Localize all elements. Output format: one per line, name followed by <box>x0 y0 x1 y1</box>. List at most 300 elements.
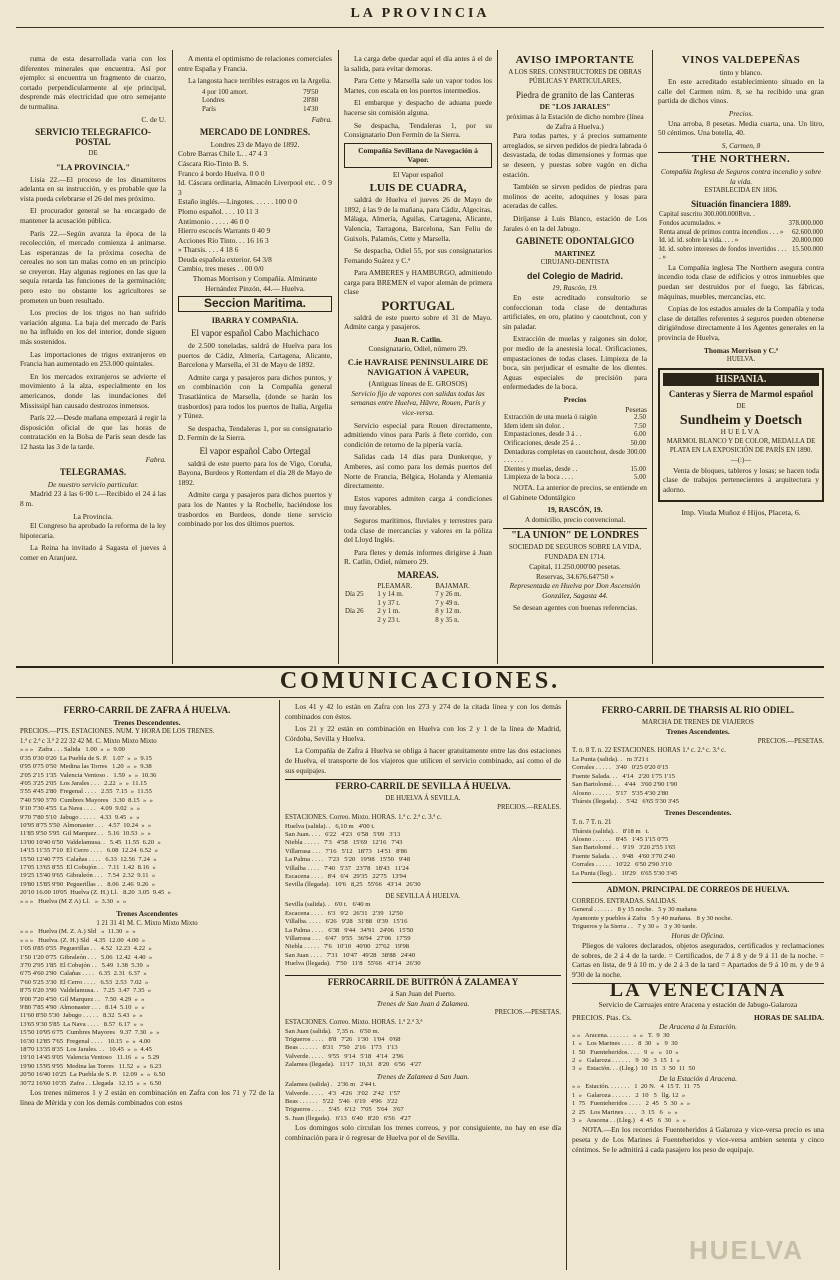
section-heading: "LA UNION" DE LONDRES <box>503 528 647 541</box>
section-subheading: SOCIEDAD DE SEGUROS SOBRE LA VIDA, FUNDADA EN 1714. <box>508 543 642 561</box>
table-row: 19'80 15'85 9'90 Peguerillas . . 8.06 2.46 9.26 » <box>20 880 156 888</box>
table-row: Villalba. . . . . 6'26 9'28 31'88 0'39 15'16 <box>285 918 408 926</box>
article-text: París 22.—Desde mañana empezará á regir la disposición oficial de que las horas de contratación en la Bolsa de París sean desde las 12 hasta las 3 de la tarde. <box>20 413 166 451</box>
table-row: Beas . . . . . . 5'22 5'46 6'19 4'96 3'22 <box>285 1098 398 1106</box>
table-row: 1 75 Fuenteheridos . . . . 2 45 5 30 » » <box>572 1100 691 1108</box>
table-row: 8'75 6'20 3'90 Valdelamusa. . 7.25 3.47 7.35 » <box>20 987 152 995</box>
table-row: Renta anual de primos contra incendios . . . » 62.600.000 <box>659 228 823 236</box>
table-row: » » Estación. . . . . . . 1 20 N. 4 15 T. 11 75 <box>572 1083 700 1091</box>
railway-subheading: Trenes Ascendentes. <box>666 727 730 737</box>
table-row: Valverde. . . . . 4'3 4'26 3'02 2'42 1'57 <box>285 1089 401 1097</box>
section-subheading: Situación financiera 1889. <box>691 198 791 209</box>
table-row: Idem idem sin dolor. . 7.50 <box>504 422 646 430</box>
carriage-header <box>572 1013 824 1023</box>
ad-heading: HISPANIA. <box>663 373 819 387</box>
table-row: 3 » Estación. . . (Lleg.) 10 15 3 50 11 50 <box>572 1065 696 1073</box>
table-row: 11'85 9'50 5'95 Gil Marquez . . 5.16 10.53 » » <box>20 830 151 838</box>
table-row: Corrales . . . . . 3'40 0'25 0'20 0'15 <box>572 764 669 772</box>
table-row: Huelva (llegada). 7'50 11'8 55'66 43'14 26'30 <box>285 960 421 968</box>
article-text: Para todas partes, y á precios sumamente arreglados, se sirven pedidos de piedra labrada ó desvastada, de todas dimensiones y formas que se deseen, y puestas sobre vagón en dicha estación. <box>503 131 647 179</box>
table-header: 1.ª c 2.ª c 3.ª 2 22 32 42 M. C. Mixto Mixto Mixto <box>20 737 157 745</box>
table-row: 10'95 8'75 5'50 Almonaster . . . 4.57 10.24 » » <box>20 822 152 830</box>
table-row: Huelva (salida). . 6,10 m 4'00 t. <box>285 822 375 830</box>
table-header: 1 21 31 41 M. C. Mixto Mixto Mixto <box>96 919 198 927</box>
table-header: CORREOS. ENTRADAS. SALIDAS. <box>572 897 677 905</box>
table-row: Fuente Salada. . . 9'48 4'60 3'70 2'40 <box>572 852 675 860</box>
table-row: 2 » Galaroza . . . . . . 9 30 3 15 1 » <box>572 1057 680 1064</box>
article-text: El Congreso ha aprobado la reforma de la ley hipotecaria. <box>20 521 166 540</box>
table-row: San Juan (salida). 7,35 n. 6'50 m. <box>285 1027 380 1035</box>
section-subheading: IBARRA Y COMPAÑIA. <box>211 315 299 325</box>
table-row: La Punta (lleg). . 10'29 6'65 5'30 3'45 <box>572 869 678 877</box>
prices-heading: Precios <box>563 395 587 404</box>
table-row: S. Juan (llegada). 6'13 6'40 8'20 6'56 4'27 <box>285 1114 411 1122</box>
table-row: Valverde. . . . . 9'55 9'14 5'18 4'14 2'96 <box>285 1052 404 1060</box>
article-text: Servicio fijo de vapores con salidas todas las semanas entre Huelva, Hâvre, Rouen, París y vice-versa. <box>350 388 486 417</box>
timetable-to-sevilla <box>285 823 561 890</box>
masthead: LA PROVINCIA <box>350 6 490 21</box>
ship-heading: LUIS DE CUADRA, <box>369 181 467 194</box>
article-text: Los 21 y 22 están en combinación en Huelva con los 2 y 1 de la línea de Madrid, Córdoba, Sevilla y Huelva. <box>285 724 561 743</box>
table-row: » » » Huelva. (Z. H.) Sld 4.35 12.00 4.00 » <box>20 936 146 944</box>
table-row: Thársis (salida). . 8'18 m t. <box>572 827 650 835</box>
section-heading: C.ie HAVRAISE PENINSULAIRE DE NAVIGATION Á VAPEUR, <box>347 357 489 377</box>
section-subheading: De nuestro servicio particular. <box>47 479 139 489</box>
column-2 <box>178 54 332 664</box>
table-row: Empastaciones, desde 3 á . . 6.00 <box>504 431 646 439</box>
list-item: Plomo español. . . . 10 11 3 <box>178 206 259 216</box>
finance-table <box>658 211 824 263</box>
section-rule <box>16 697 824 698</box>
table-row: Thársis (llegada). . 5'42 6'65 5'30 3'45 <box>572 798 679 805</box>
table-header: T. n. 8 T. n. 22 ESTACIONES. HORAS 1.ª c. 2.ª c. 3.ª c. <box>572 747 726 755</box>
table-row: Trigueros . . . . 5'45 6'12 7'05 5'64 3'67 <box>285 1106 404 1114</box>
section-heading: AVISO IMPORTANTE <box>515 54 635 66</box>
table-row: Corrales . . . . . 10'22 6'50 2'90 3'10 <box>572 861 672 869</box>
article-text: saldrá de este puerto para los de Vigo, Coruña, Bayona, Burdeos y Rotterdam el día 28 de Mayo de 1892. <box>178 458 332 487</box>
section-subheading: DE "LOS JARALES" <box>539 102 611 112</box>
table-row: Día 26 2 y 1 m. 8 y 12 m. <box>345 608 462 616</box>
table-header: PRECIOS.—PTS. ESTACIONES. NUM. Y HORA DE LOS TRENES. <box>20 728 215 736</box>
table-row: Alosno . . . . . . 8'45 1'45 1'15 0'75 <box>572 836 669 843</box>
table-row: Dientes y muelas, desde . . 15.00 <box>504 465 646 473</box>
list-item: Antimonio . . . . . 46 0 0 <box>178 216 249 226</box>
article-text: A menta el optimismo de relaciones comerciales entre España y Francia. <box>178 54 332 73</box>
section-subheading: tinto y blanco. <box>719 67 763 77</box>
ad-subheading: Canteras y Sierra de Marmol español <box>668 389 814 400</box>
hours-label: HORAS DE SALIDA. <box>753 1012 824 1022</box>
section-heading: LA VENECIANA <box>572 983 824 996</box>
ship-heading: El vapor español Cabo Machichaco <box>191 328 319 339</box>
table-row: 9'10 7'30 4'55 La Nava . . . . 4.09 9.02 » » <box>20 805 141 813</box>
article-text: Los precios de los trigos no han sufrido variación alguna. La baja del mercado de París no ha influido en los del interior, donde siguen más sostenidos. <box>20 308 166 347</box>
article-text: NOTA. La anterior de precios, se entiende en el Gabinete Odontálgico <box>503 482 647 502</box>
column-rule <box>338 50 339 664</box>
railway-subheading: MARCHA DE TRENES DE VIAJEROS <box>642 718 754 726</box>
table-row: Londres 28'80 <box>202 97 319 105</box>
section-subheading: A LOS SRES. CONSTRUCTORES DE OBRAS PÚBLICAS Y PARTICULARES, <box>508 68 642 86</box>
table-row: 20'50 16'40 10'25 La Puebla de S. P. 12.09 » » 6.50 <box>20 1071 166 1079</box>
section-heading: Seccion Maritima. <box>178 296 332 312</box>
address: S, Carmen, 8 <box>721 140 761 150</box>
table-row: » » » Huelva (M Z A) Ll. » 3.30 » » <box>20 897 127 905</box>
article-text: ruma de esta desarrollada varia con los diferentes minerales que encuentra. Así por ejemplo: si encuentra un fragmento de cuarzo, cortado perpendicularmente al eje principal, desprende más electricidad que otro semejante de turmalina. <box>20 54 166 111</box>
section-subheading: Compañía Inglesa de Seguros contra incendio y sobre la vida. <box>660 166 822 186</box>
ad-location: HUELVA <box>720 427 762 437</box>
carriage-schedule-back <box>572 1083 824 1125</box>
list-item: Cobre Barras Chile L. . 47 4 3 <box>178 149 268 159</box>
signature: Juan R. Catlin. <box>393 334 443 344</box>
ship-heading: El vapor español Cabo Ortegal <box>199 445 311 456</box>
table-row: 4'05 3'25 2'05 Los Jarales . . . 2.22 » » 11.15 <box>20 780 147 787</box>
table-row: Orificaciones, desde 25 á . . 50.00 <box>504 439 646 447</box>
address: A domicilio, precio convencional. <box>524 514 626 524</box>
section-heading: Compañía Sevillana de Navegación á Vapor. <box>344 143 492 168</box>
signature: Thomas Morrison y C.ª <box>703 345 779 355</box>
table-row: Fuente Salada. . . 4'14 2'20 1'75 1'15 <box>572 772 675 780</box>
article-text: Para fletes y demás informes dirigirse á Juan R. Catlin, Odiel, número 29. <box>344 547 492 567</box>
table-row: 2'05 2'15 1'35 Valencia Ventoso . 1.59 » » 10.36 <box>20 771 157 779</box>
table-header: ESTACIONES. Correo. Mixto. HORAS. 1.ª c. 2.ª c. 3.ª c. <box>285 813 442 821</box>
timetable-to-huelva <box>285 901 561 968</box>
ad-text: MARMOL BLANCO Y DE COLOR, MEDALLA DE PLATA EN LA EXPOSICIÓN DE PARÍS EN 1890. <box>666 437 816 455</box>
railway-heading: FERROCARRIL DE BUITRÓN Á ZALAMEA Y <box>285 975 561 988</box>
article-text: Las importaciones de trigos extranjeros en Francia han aumentado en 253.000 quintales. <box>20 349 166 369</box>
table-row: 5'55 4'45 2'80 Fregenal . . . . 2.55 7.15 » 11.55 <box>20 788 152 796</box>
table-row: 2 y 23 t. 8 y 35 n. <box>377 616 460 624</box>
table-row: 19'25 15'40 9'65 Gibraleón . . . 7.54 2.32 9.11 » <box>20 872 156 880</box>
table-row: PLEAMAR. BAJAMAR. <box>377 582 470 590</box>
table-row: Zalamea (llegada). 11'17 10,31 8'20 6'56 4'27 <box>285 1061 422 1069</box>
table-row: 14'15 11'35 7'10 El Cerro . . . . 6.08 12.24 6.52 » <box>20 847 158 855</box>
article-text: Admite carga y pasajeros para dichos puntos, y en combinación con la Compañía general Trasatlántica de Marsella, (donde se harán los trasbordos) para todos los puertos de Italia, Argelia y Túnez. <box>178 372 332 421</box>
table-row: 2 25 Los Marines . . . . 3 15 6 » » <box>572 1108 678 1116</box>
list-item: Acciones Río Tinto. . . 16 16 3 <box>178 235 269 245</box>
table-row: 7'40 5'90 3'70 Cumbres Mayores 3.30 8.15 » » <box>20 796 153 804</box>
route-heading: De Aracena á la Estación. <box>658 1022 738 1032</box>
timetable-to-san-juan <box>285 1081 561 1123</box>
tharsis-railway <box>572 702 824 1272</box>
table-row: 15'50 10'95 6'75 Cumbres Mayores 9.37 7.30 » » <box>20 1029 160 1037</box>
article-text: En este acreditado establecimiento situado en la calle del Carmen núm. 8, se ha recibido una gran partida de dichos vinos. <box>658 77 824 106</box>
article-text: La Compañía de Zafra á Huelva se obliga á hacer gratuitamente entre las dos estaciones de Huelva, el transporte de los viajeros que utilicen el servicio combinado, así como el de sus equipajes. <box>285 746 561 775</box>
ad-divider: —(:)— <box>730 456 751 464</box>
table-row: Dentaduras completas en caoutchout, desde . . . . . . 300.00 <box>504 448 646 465</box>
timetable-up <box>20 928 274 1088</box>
table-row: 1 y 37 t. 7 y 49 n. <box>377 599 460 607</box>
article-text: Se despacha, Odiel 55, por sus consignatarios Fernando Suárez y C.ª <box>344 246 492 265</box>
table-row: Limpieza de la boca . . . . 5.00 <box>504 474 646 482</box>
article-text: Copias de los estados anuales de la Compañía y toda clase de detalles referentes á seguros pueden obtenerse dirigiéndose directamente á los Agentes generales en la provincia de Huelva, <box>658 304 824 343</box>
table-row: 13'00 10'40 6'50 Valdelamusa. . 5.45 11.55 6.20 » <box>20 838 161 846</box>
sevilla-railway <box>285 702 561 1272</box>
table-row: Beas . . . . . . 8'31 7'50 2'16 1'73 1'13 <box>285 1044 398 1052</box>
list-item: Hierro escocés Warrants 0 40 9 <box>178 226 271 236</box>
article-text: Lisia 22.—El proceso de los dinamiteros adelanta en su instrucción, y es probable que la vista pueda celebrarse el 26 del mes próximo. <box>20 174 166 203</box>
article-text: Se despacha, Tendaleras 1, por su Consignatario Don Fermín de la Sierra. <box>344 120 492 140</box>
article-text: Los 41 y 42 lo están en Zafra con los 273 y 274 de la citada línea y con los demás combinados con éstos. <box>285 702 561 721</box>
table-row: 1 » Los Marines . . . . 8 30 » 9 30 <box>572 1040 678 1048</box>
table-row: Escacena . . . . 8'4 6'4 29'35 22'75 13'94 <box>285 872 407 880</box>
table-row: San Juan. . . . 6'22 4'23 6'58 5'09 3'13 <box>285 830 401 838</box>
table-row: Día 25 1 y 14 m. 7 y 26 m. <box>345 591 462 599</box>
zafra-railway <box>20 702 274 1272</box>
section-heading: TELEGRAMAS. <box>59 467 127 478</box>
hispania-ad <box>658 368 824 503</box>
table-row: 3'70 2'95 1'85 El Cobujón . . 5.49 1.38 5.39 » <box>20 961 150 969</box>
article-text: Extracción de muelas y raigones sin dolor, por medio de la anestesia local. Orificaciones, empastaciones de todas clases. Limpieza de la boca, sin perjudicar el esmalte de los dientes. Aguas especiales de precisión para enfermedades de la boca. <box>503 334 647 392</box>
railway-subheading: DE SEVILLA Á HUELVA. <box>385 892 461 900</box>
article-text: El embarque y despacho de aduana puede hacerse sin comisión alguna. <box>344 98 492 117</box>
section-subheading: próximas á la Estación de dicho nombre (línea de Zafra á Huelva.) <box>506 111 644 131</box>
railway-heading: FERRO-CARRIL DE THARSIS AL RIO ODIEL. <box>601 705 795 715</box>
ship-label: El Vapor español <box>392 169 444 179</box>
table-header: T. n. 7 T. n. 21 <box>572 819 612 826</box>
table-row: Niebla . . . . . 7'6 10'10 40'00 27'62 19'98 <box>285 943 410 951</box>
railway-subheading: Trenes Ascendentes <box>116 909 178 919</box>
section-subheading: Horas de Oficina. <box>671 931 725 941</box>
ad-text: Venta de bloques, tableros y losas; se hacen toda clase de trabajos pertenecientes á arquitectura y adorno. <box>663 465 819 494</box>
article-text: También se sirven pedidos de piedras para molinos de aceite, adoquines y losas para aceradas de calles. <box>503 182 647 211</box>
article-text: Diríjanse á Luis Blanco, estación de Los Jarales ó en la del Jabugo. <box>503 213 647 233</box>
section-subheading: DE <box>88 150 98 158</box>
article-text: París 22.—Según avanza la época de la recolección, el mercado comienza á animarse. Las esperanzas de la próxima cosecha de cereales no son tan malas como en un principio se creyeron. Hay algunas regiones en las que la sequía retarda las funciones de la germinación; pero esto no obstante los agricultores se prometen un buen resultado. <box>20 228 166 305</box>
article-text: Servicio especial para Rouen directamente, admitiendo vinos para París á flete corrido, con condición de retorno de la pipería vacía. <box>344 420 492 449</box>
capital-line: Capital, 11.250.000'00 pesetas. <box>529 562 621 572</box>
table-row: 30'72 16'60 10'35 Zafra . . Llegada 12.15 » » 6.50 <box>20 1079 162 1087</box>
table-row: 19'10 14'45 9'05 Valencia Ventoso 11.16 » » 5.29 <box>20 1054 160 1062</box>
list-item: » Tharsis. . . . 4 18 6 <box>178 245 239 255</box>
column-rule <box>172 50 173 664</box>
timetable-to-zalamea <box>285 1028 561 1070</box>
railway-subheading: Trenes de San Juan á Zalamea. <box>376 998 470 1008</box>
table-row: 20'10 16.00 10'05 Huelva (Z. H.) Ll. 8.20 3.05 9.45 » <box>20 889 171 897</box>
table-row: San Juan . . . . 7'31 10'47 49'28 38'88 24'40 <box>285 951 416 959</box>
section-heading: THE NORTHERN. <box>658 152 824 165</box>
table-row: 1 50 Fuenteheridos. . . . 9 » » 10 » <box>572 1048 679 1056</box>
prices-label: PRECIOS. Ptas. Cs. <box>572 1012 632 1022</box>
article-text: La Reina ha invitado á Sagasta el jueves á comer en Aranjuez. <box>20 543 166 562</box>
ship-heading: PORTUGAL <box>381 298 455 314</box>
section-heading: ADMON. PRINCIPAL DE CORREOS DE HUELVA. <box>572 882 824 895</box>
carriage-schedule-out <box>572 1032 824 1074</box>
signature: Thomas Morrison y Compañía. Almirante Hernández Pinzón, 44.— Huelva. <box>192 274 318 293</box>
table-row: Ayamonte y pueblos á Zafra 5 y 40 mañana. 8 y 30 noche. <box>572 914 733 922</box>
table-row: Alosno . . . . . . 5'17 5'35 4'30 2'80 <box>572 789 669 797</box>
table-row: 7'60 5'25 3'30 El Cerro . . . . 6.53 2.53 7.02 » <box>20 978 149 986</box>
footnote: Los domingos solo circulan los trenes correos, y por consiguiente, no hay en ese día combinación para ir ó regresar de Huelva por el de Sevilla. <box>285 1123 561 1142</box>
table-row: Trigueros y la Sierra . . 7 y 30 » 3 y 30 tarde. <box>572 923 698 931</box>
column-rule <box>279 700 280 1270</box>
table-row: Id. id. id. sobre la vida. . . . » 20.800.000 <box>659 237 823 245</box>
ad-subheading: DE <box>736 403 746 410</box>
column-3 <box>344 54 492 664</box>
footnote: NOTA.—En los recorridos Fuenteheridos á Galaroza y vice-versa precio es una peseta y de Los Marines á Fuenteheridos y vice-versa ambien setenta y cinco céntimos. Se le admitirá á cada pasajero los peso de equipaje. <box>572 1125 824 1154</box>
list-item: Id. Cáscara ordinaria, Almacén Liverpool etc. . 0 9 3 <box>178 178 332 197</box>
section-subheading: La Provincia. <box>73 511 113 521</box>
table-row: Capital suscrito 300.000.000Rvn. . <box>659 211 755 219</box>
table-row: Trigueros . . . . 8'8 7'26 1'30 1'04 0'68 <box>285 1036 401 1043</box>
table-row: » » » Zafra . . . Salida 1.00 » » 9.00 <box>20 746 125 754</box>
table-row: 15'50 12'40 7'75 Calañas . . . . 6.33 12.56 7.24 » <box>20 855 157 863</box>
article-text: Para AMBERES y HAMBURGO, admitiendo carga para BREMEN el vapor alemán de primera clase <box>344 268 492 297</box>
table-row: La Palma . . . . 7'23 5'20 19'98 15'50 9'48 <box>285 856 410 864</box>
article-text: Estos vapores admiten carga á condiciones muy favorables. <box>344 493 492 513</box>
table-row: 1'50 1'20 0'75 Gibraleón . . . 5.06 12.42 4.40 » <box>20 953 153 961</box>
column-rule <box>652 50 653 664</box>
list-item: Cáscara Río-Tinto B. S. <box>178 158 249 168</box>
ad-company: Sundheim y Doetsch <box>679 412 803 428</box>
table-row: París 14'30 <box>202 105 319 113</box>
table-row: Niebla . . . . . 7'3 4'58 15'69 12'16 7'43 <box>285 839 403 847</box>
table-row: Escacena . . . . 6'3 9'2 26'31 2'39 12'50 <box>285 909 403 917</box>
railway-heading: FERRO-CARRIL DE SEVILLA Á HUELVA. <box>285 779 561 792</box>
table-row: Sevilla (llegada). 10'6 8,25 55'66 43'14 26'30 <box>285 881 421 889</box>
table-row: 1 » Galaroza . . . . . . 2 10 5 llg. 12 » <box>572 1091 686 1099</box>
article-text: Una arroba, 8 pesetas. Media cuarta, una. Un litro, 50 céntimos. Una botella, 40. <box>658 118 824 138</box>
address: 19, Rascón, 19. <box>552 283 598 293</box>
table-row: Villalba . . . . 7'40 5'37 23'78 18'43 11'24 <box>285 864 409 872</box>
prices-unit: Pesetas <box>625 404 647 414</box>
table-row: 9'70 7'80 5'10 Jabugo . . . . . 4.33 9.45 » » <box>20 813 140 821</box>
railway-subheading: Trenes Descendentes. <box>664 808 732 818</box>
table-row: 6'75 4'60 2'90 Calañas . . . . 6.35 2.31 6.37 » <box>20 970 147 978</box>
railway-subheading: PRECIOS.—REALES. <box>497 804 561 812</box>
timetable-down <box>572 828 824 878</box>
table-row: Fondos acumulados. » 378.000.000 <box>659 219 823 227</box>
column-rule <box>566 700 567 1270</box>
column-1 <box>20 54 166 664</box>
table-row: 1'05 0'85 0'55 Peguerillas . . 4.52 12.23 4.22 » <box>20 945 152 953</box>
article-text: saldrá de este puerto sobre el 31 de Mayo. Admite carga y pasajeros. <box>344 312 492 332</box>
list-item: Estaño inglés.—Lingotes. . . . . . 100 0 0 <box>178 197 298 207</box>
section-subheading: Piedra de granito de las Canteras <box>515 89 635 100</box>
article-text: En este acreditado consultorio se confeccionan toda clase de dentaduras artificiales, en oro, platino y caoutchout, con y sin paladar. <box>503 293 647 331</box>
article-text: La carga debe quedar aquí el día antes á el de la salida, para evitar demoras. <box>344 54 492 73</box>
article-text: La Compañía inglesa The Northern asegura contra incendio toda clase de edificios y otros inmuebles que puedan ser destruidos por el fuego, las fábricas, máquinas, muebles, mercancías, etc. <box>658 262 824 301</box>
address: Consignatario, Odiel, número 29. <box>368 344 468 354</box>
timetable-up <box>572 756 824 806</box>
section-heading: SERVICIO TELEGRAFICO-POSTAL <box>35 127 151 147</box>
railway-heading: FERRO-CARRIL DE ZAFRA Á HUELVA. <box>63 705 231 715</box>
table-row: 9'00 7'20 4'50 Gil Marquez . . 7.50 4.29 » » <box>20 995 145 1003</box>
article-text: Representada en Huelva por Don Ascensión González, Sagasta 44. <box>509 581 641 600</box>
list-item: Deuda española exterior. 64 3/8 <box>178 254 272 264</box>
address: 19, RASCÓN, 19. <box>547 505 603 515</box>
table-row: 13'65 9'30 5'85 La Nava . . . . 8.57 6.17 » » <box>20 1020 144 1028</box>
table-row: Sevilla (salida). . 6'0 t. 6'40 m <box>285 901 371 909</box>
table-row: Id. id. sobre intereses de fondos invertidos . . . . » 15.500.000 <box>659 245 823 262</box>
table-row: Villarrasa . . . 7'16 5'12 18'73 14'51 8'86 <box>285 847 408 855</box>
capital-line: Reservas, 34.676.647'50 » <box>536 571 614 581</box>
signature: HUELVA. <box>726 356 756 364</box>
article-text: Para Cette y Marsella sale un vapor todos los Martes, con escala en los puertos intermedios. <box>344 76 492 95</box>
table-row: San Bartolomé. . . 4'44 3'60 2'90 1'90 <box>572 781 678 789</box>
communications-banner: COMUNICACIONES. <box>279 668 561 694</box>
article-text: Servicio de Carruajes entre Aracena y estación de Jabugo-Galaroza <box>598 1000 798 1009</box>
table-row: » » » Huelva (M. Z. A.) Sld » 11.30 » » <box>20 928 136 936</box>
railway-subheading: PRECIOS.—PESETAS. <box>757 737 824 745</box>
section-subheading: CIRUJANO-DENTISTA <box>540 259 610 267</box>
tides-table <box>344 583 492 626</box>
table-row: Extracción de una muela ó raigón 2.50 <box>504 414 646 422</box>
mail-schedule <box>572 906 824 931</box>
column-rule <box>497 50 498 664</box>
article-text: Salidas cada 14 días para Dunkerque, y Amberes, así como para los demás puertos del Norte de Francia, Bélgica, Holanda y Alemania directamente. <box>344 452 492 491</box>
archive-watermark: HUELVA <box>688 1235 804 1265</box>
footnote: Los trenes números 1 y 2 están en combinación en Zafra con los 71 y 72 de la línea de Mérida y con los demás combinados con estos <box>20 1088 274 1107</box>
signature: Fabra. <box>311 114 332 124</box>
table-row: General . . . . . . 8 y 15 noche. 5 y 30 mañana <box>572 906 697 914</box>
table-row: 0'35 0'30 0'20 La Puebla de S. P. 1.07 » » 9.15 <box>20 754 152 762</box>
prices-table <box>503 414 647 483</box>
table-row: 18'70 13'35 8'35 Los Jarales. . . 10.45 » » 4.45 <box>20 1045 152 1053</box>
table-row: 16'30 12'85 7'65 Fregenal . . . . 10.15 » » 4.00 <box>20 1037 151 1045</box>
table-row: » » Aracena. . . . . . . » » T. 9 30 <box>572 1031 670 1039</box>
table-header: ESTACIONES. Correo. Mixto. HORAS. 1.ª 2.ª 3.ª <box>285 1019 423 1026</box>
table-row: La Palma . . . . 6'38 9'44 34'91 24'06 15'50 <box>285 926 414 934</box>
section-heading: MERCADO DE LONDRES. <box>199 127 311 138</box>
table-row: 0'95 0'75 0'50 Medina las Torres 1.20 » » 9.38 <box>20 763 152 771</box>
table-row: 4 por 100 amort. 79'50 <box>202 88 319 96</box>
article-text: Pliegos de valores declarados, objetos asegurados, certificados y reclamaciones de sobres, de 2 á 4 de la tarde. = Certificados, de 7 á 8 y de 9 á 11 de la noche. = Cartas en lista, de 9 á 10 m. y de 2 á 3 de la tard = Apartados de 9 á 10 m. y de 9 á 9'30 de la noche. <box>572 941 824 979</box>
list-item: Cambio, tres meses . . 00 0/0 <box>178 264 264 274</box>
column-4 <box>503 54 647 664</box>
table-row: Zalamea (salida) . 2'36 m 2'44 t. <box>285 1081 377 1089</box>
article-text: saldrá de Huelva el jueves 26 de Mayo de 1892, á las 9 de la mañana, para Cádiz, Algeciras, Málaga, Almería, Aguilas, Cartagena, Alicante, Valencia, Tarragona, Barcelona, San Feliu de Guixols, Palamós, Cette y Marsella. <box>344 195 492 243</box>
table-row: 9'80 7'85 4'90 Almonaster . . . 8.14 5.10 » » <box>20 1003 145 1011</box>
list-item: Franco á bordo Huelva. 0 0 0 <box>178 168 265 178</box>
signature: Fabra. <box>145 454 166 464</box>
article-text: Admite carga y pasajeros para dichos puertos y para los de Nantes y la Rochelle, haciéndose los trasbordos en Burdeos, donde tiene servicio combinado por los dos últimos puertos. <box>178 490 332 529</box>
article-text: Se desean agentes con buenas referencias. <box>513 603 638 613</box>
tides-heading: MAREAS. <box>397 569 439 580</box>
section-subheading: MARTINEZ <box>554 248 596 258</box>
article-text: Se despacha, Tendaleras 1, por su consignatario D. Fermín de la Sierra. <box>178 423 332 443</box>
table-row: 11'60 8'50 5'30 Jabugo . . . . . 8.32 5.43 » » <box>20 1012 143 1020</box>
railway-subheading: Trenes Descendentes. <box>113 717 181 727</box>
table-row: 17'05 13'65 8'55 El Cobujón . . 7.11 1.42 8.16 » <box>20 864 156 872</box>
railway-heading: á San Juan del Puerto. <box>390 989 456 999</box>
article-text: En los mercados extranjeros se advierte el movimiento á la alza, especialmente en los americanos, donde las inundaciones del Mississipí han causado destrozos inmensos. <box>20 371 166 410</box>
timetable-down <box>20 746 274 906</box>
section-subheading: Precios. <box>728 108 754 118</box>
railway-subheading: PRECIOS.—PESETAS. <box>494 1009 561 1017</box>
article-text: La langosta hace terribles estragos en la Argelia. <box>188 76 332 86</box>
section-subheading: ESTABLECIDA EN 1836. <box>704 187 778 195</box>
table-row: Villarrasa . . . 6'47 9'55 36'94 27'06 17'59 <box>285 935 411 942</box>
signature: C. de U. <box>141 114 166 124</box>
route-heading: De la Estación á Aracena. <box>658 1073 738 1083</box>
railway-subheading: DE HUELVA Á SEVILLA. <box>385 794 461 802</box>
section-subheading: (Antiguas líneas de E. GROSOS) <box>368 379 468 389</box>
section-subheading: del Colegio de Madrid. <box>526 270 623 281</box>
section-subheading: "LA PROVINCIA." <box>55 161 131 172</box>
table-row: 19'90 15'95 9'95 Medina las Torres 11.52 » » 6.23 <box>20 1062 162 1070</box>
column-5 <box>658 54 824 664</box>
section-heading: VINOS VALDEPEÑAS <box>681 54 801 66</box>
article-text: El procurador general se ha encargado de mantener la acusación pública. <box>20 206 166 225</box>
exchange-rates-table <box>178 89 332 115</box>
masthead-rule <box>16 27 824 28</box>
article-text: de 2.500 toneladas, saldrá de Huelva para los puertos de Cádiz, Almería, Cartagena, Alicante, Barcelona y Marsella, el 31 de Mayo de 1892. <box>178 341 332 370</box>
section-heading: GABINETE ODONTALGICO <box>515 236 635 247</box>
table-row: San Bartolomé . . 9'19 3'20 2'55 1'65 <box>572 844 676 852</box>
printer-imprint: Imp. Viuda Muñoz é Hijos, Placeta, 6. <box>681 508 801 518</box>
article-text: Seguros marítimos, fluviales y terrestres para toda clase de mercancías y valores en la póliza del Lloyd Inglés. <box>344 515 492 545</box>
dateline: Londres 23 de Mayo de 1892. <box>210 139 300 149</box>
railway-subheading: Trenes de Zalamea á San Juan. <box>376 1071 470 1081</box>
